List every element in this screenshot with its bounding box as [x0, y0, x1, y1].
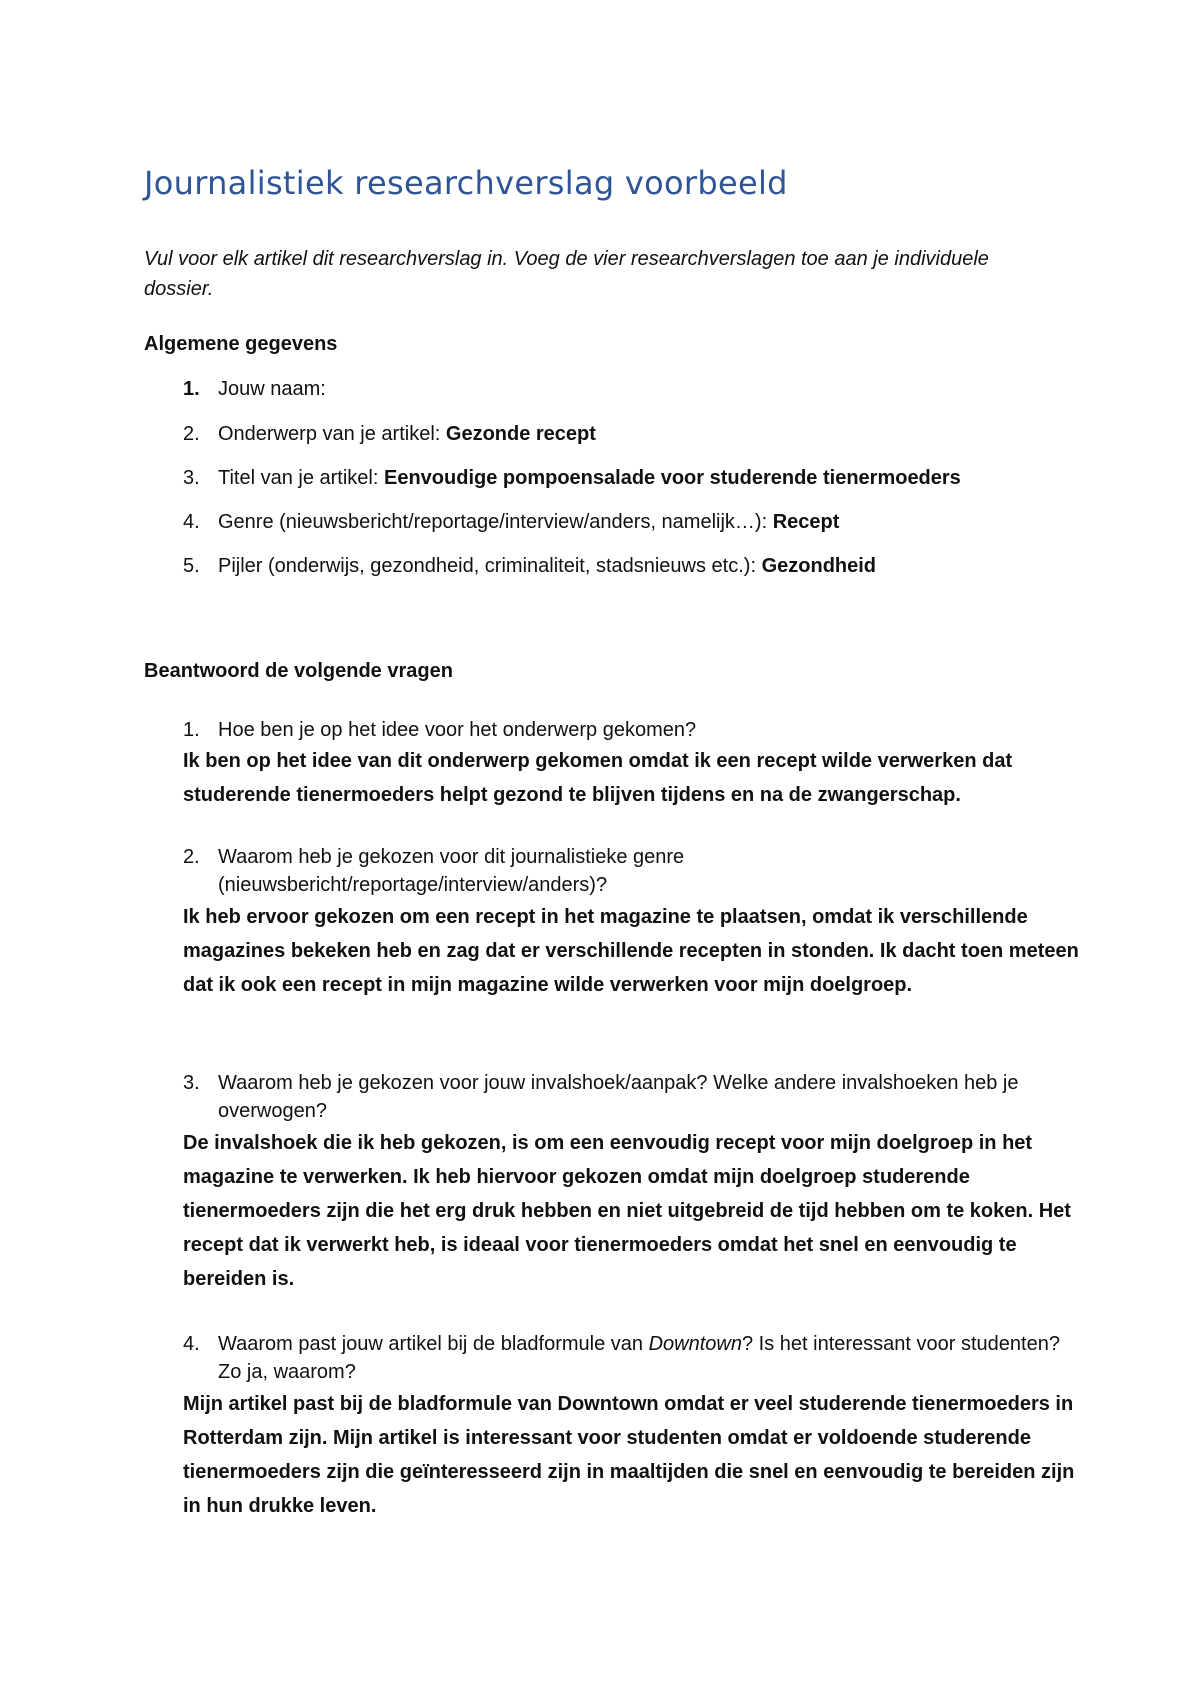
item-label: Onderwerp van je artikel:	[218, 423, 446, 445]
question-text: Hoe ben je op het idee voor het onderwerp gekomen?	[218, 719, 697, 741]
item-value: Eenvoudige pompoensalade voor studerende tienermoeders	[384, 467, 961, 489]
list-number: 3.	[183, 1072, 200, 1094]
questions-heading: Beantwoord de volgende vragen	[144, 660, 453, 682]
general-item-name	[183, 375, 326, 403]
question-4	[183, 1330, 1063, 1386]
magazine-name: Downtown	[648, 1333, 742, 1355]
list-number: 1.	[183, 378, 200, 400]
question-text	[183, 1330, 1063, 1386]
answer-2: Ik heb ervoor gekozen om een recept in het magazine te plaatsen, omdat ik verschillende magazines bekeken heb en zag dat er verschillende recepten in stonden. Ik dacht toen meteen dat ik ook een recept in mijn magazine wilde verwerken voor mijn doelgroep.	[183, 906, 1079, 996]
general-item-genre	[183, 508, 839, 536]
list-number: 3.	[183, 467, 200, 489]
item-label: Jouw naam:	[218, 378, 326, 400]
list-number: 5.	[183, 555, 200, 577]
question-text-start: Waarom past jouw artikel bij de bladformule van	[218, 1333, 649, 1355]
intro-text: Vul voor elk artikel dit researchverslag in. Voeg de vier researchverslagen toe aan je individuele dossier.	[144, 248, 989, 300]
general-item-pillar	[183, 552, 876, 580]
item-label: Pijler (onderwijs, gezondheid, criminaliteit, stadsnieuws etc.):	[218, 555, 762, 577]
list-number: 1.	[183, 719, 200, 741]
answer-1: Ik ben op het idee van dit onderwerp gekomen omdat ik een recept wilde verwerken dat studerende tienermoeders helpt gezond te blijven tijdens en na de zwangerschap.	[183, 750, 1013, 806]
list-number: 4.	[183, 511, 200, 533]
general-heading: Algemene gegevens	[144, 333, 338, 355]
item-value: Recept	[772, 511, 840, 533]
document-title: Journalistiek researchverslag voorbeeld	[144, 164, 788, 202]
question-text: Waarom heb je gekozen voor jouw invalshoek/aanpak? Welke andere invalshoeken heb je overwogen?	[218, 1072, 1019, 1122]
item-value: Gezondheid	[761, 555, 877, 577]
list-number: 4.	[183, 1333, 200, 1355]
answer-4: Mijn artikel past bij de bladformule van Downtown omdat er veel studerende tienermoeders in Rotterdam zijn. Mijn artikel is interessant voor studenten omdat er voldoende studerende tienermoeders zijn die geïnteresseerd zijn in maaltijden die snel en eenvoudig te bereiden zijn in hun drukke leven.	[183, 1393, 1075, 1517]
question-1	[183, 716, 696, 744]
question-text: Waarom heb je gekozen voor dit journalistieke genre (nieuwsbericht/reportage/interview/anders)?	[218, 846, 685, 896]
answer-3: De invalshoek die ik heb gekozen, is om een eenvoudig recept voor mijn doelgroep in het magazine te verwerken. Ik heb hiervoor gekozen omdat mijn doelgroep studerende tienermoeders zijn die het erg druk hebben en niet uitgebreid de tijd hebben om te koken. Het recept dat ik verwerkt heb, is ideaal voor tienermoeders omdat het snel en eenvoudig te bereiden is.	[183, 1132, 1071, 1290]
question-2	[183, 843, 1063, 899]
general-item-subject	[183, 420, 596, 448]
item-value: Gezonde recept	[445, 423, 596, 445]
list-number: 2.	[183, 423, 200, 445]
item-label: Titel van je artikel:	[218, 467, 384, 489]
list-number: 2.	[183, 846, 200, 868]
item-label: Genre (nieuwsbericht/reportage/interview/anders, namelijk…):	[218, 511, 773, 533]
question-text-end: ? Is het interessant voor studenten? Zo ja, waarom?	[218, 1333, 1060, 1383]
question-3	[183, 1069, 1063, 1125]
general-item-title	[183, 464, 961, 492]
